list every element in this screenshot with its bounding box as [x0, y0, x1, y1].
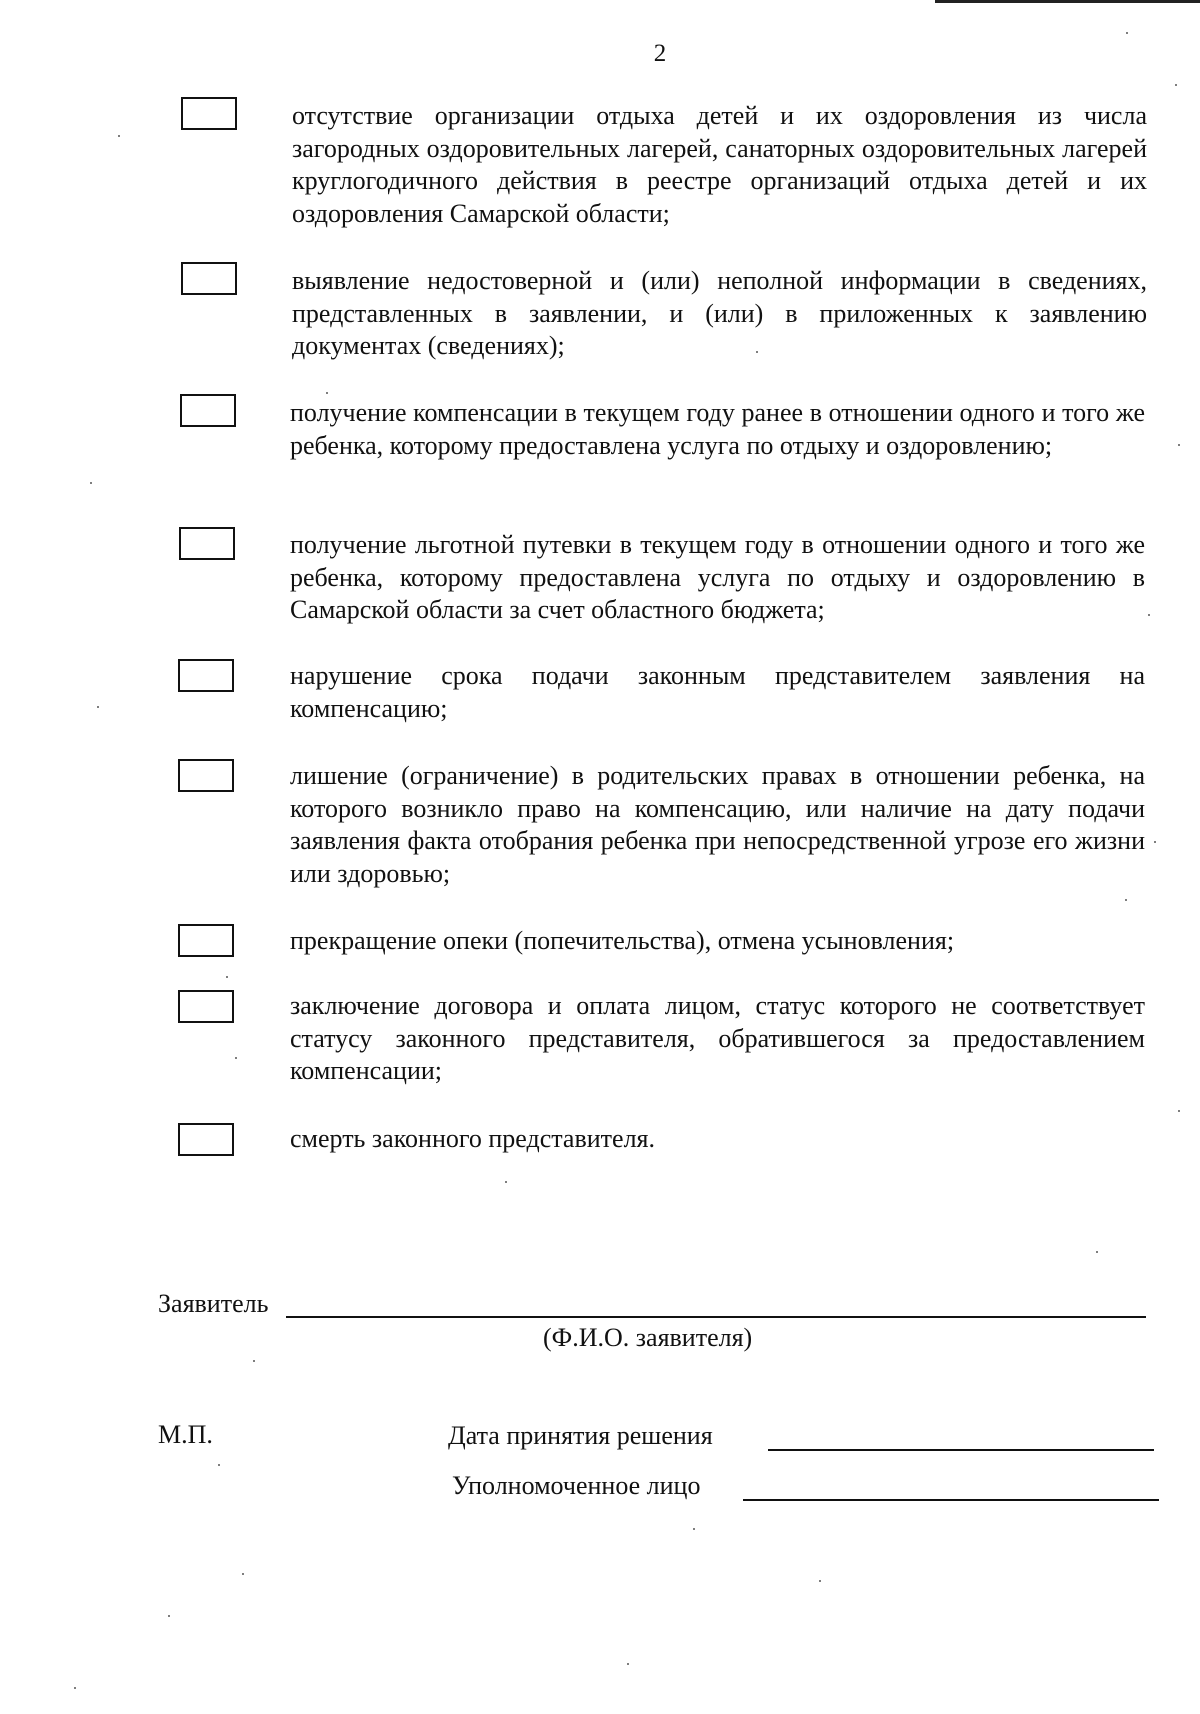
- authorized-person-line[interactable]: [743, 1499, 1159, 1501]
- checklist-item-6: лишение (ограничение) в родительских правах в отношении ребенка, на которого возникло право на компенсацию, или наличие на дату подачи заявления факта отобрания ребенка при непосредственной угрозе его жизни или здоровью;: [290, 761, 1145, 888]
- checklist-item-4: получение льготной путевки в текущем году в отношении одного и того же ребенка, которому предоставлена услуга по отдыху и оздоровлению в Самарской области за счет областного бюджета;: [290, 530, 1145, 624]
- checklist-item-3: получение компенсации в текущем году ранее в отношении одного и того же ребенка, которому предоставлена услуга по отдыху и оздоровлению;: [290, 398, 1145, 460]
- authorized-person-label: Уполномоченное лицо: [452, 1471, 701, 1500]
- checkbox-9[interactable]: [178, 1123, 234, 1156]
- scan-speck: [218, 1464, 220, 1466]
- checkbox-5[interactable]: [178, 659, 234, 692]
- checkbox-8[interactable]: [178, 990, 234, 1023]
- scan-speck: [90, 482, 92, 484]
- scan-speck: [1175, 84, 1177, 86]
- scan-speck: [1126, 32, 1128, 34]
- checkbox-1[interactable]: [181, 97, 237, 130]
- scan-speck: [235, 1057, 237, 1059]
- scan-speck: [505, 1181, 507, 1183]
- scan-speck: [1178, 1110, 1180, 1112]
- checkbox-6[interactable]: [178, 759, 234, 792]
- checklist-item-2: выявление недостоверной и (или) неполной информации в сведениях, представленных в заявлении, и (или) в приложенных к заявлению документах (сведениях);: [292, 266, 1147, 360]
- checklist-item-1: отсутствие организации отдыха детей и их оздоровления из числа загородных оздоровительных лагерей, санаторных оздоровительных лагерей круглогодичного действия в реестре организаций отдыха детей и их оздоровления Самарской области;: [292, 101, 1147, 228]
- stamp-label: М.П.: [158, 1420, 213, 1449]
- scan-speck: [1148, 614, 1150, 616]
- checklist-item-8: заключение договора и оплата лицом, статус которого не соответствует статусу законного представителя, обратившегося за предоставлением компенсации;: [290, 991, 1145, 1085]
- checklist-item-9: смерть законного представителя.: [290, 1124, 656, 1153]
- top-edge-rule: [935, 0, 1200, 3]
- scan-speck: [1096, 1251, 1098, 1253]
- scan-speck: [74, 1687, 76, 1689]
- page-number: 2: [653, 40, 667, 67]
- scan-speck: [819, 1580, 821, 1582]
- scan-speck: [1178, 444, 1180, 446]
- scan-speck: [693, 1528, 695, 1530]
- checkbox-4[interactable]: [179, 527, 235, 560]
- scan-speck: [118, 135, 120, 137]
- checkbox-3[interactable]: [180, 394, 236, 427]
- scan-speck: [226, 976, 228, 978]
- scan-speck: [1154, 841, 1156, 843]
- applicant-caption: (Ф.И.О. заявителя): [543, 1323, 753, 1352]
- scan-speck: [253, 1360, 255, 1362]
- decision-date-line[interactable]: [768, 1449, 1154, 1451]
- checklist-item-7: прекращение опеки (попечительства), отмена усыновления;: [290, 926, 955, 955]
- scan-speck: [627, 1663, 629, 1665]
- scan-speck: [168, 1615, 170, 1617]
- scan-speck: [1125, 899, 1127, 901]
- checkbox-2[interactable]: [181, 262, 237, 295]
- scan-speck: [242, 1573, 244, 1575]
- applicant-label: Заявитель: [158, 1289, 269, 1318]
- scan-speck: [326, 392, 328, 394]
- checkbox-7[interactable]: [178, 924, 234, 957]
- scan-speck: [97, 706, 99, 708]
- scan-speck: [756, 351, 758, 353]
- decision-date-label: Дата принятия решения: [448, 1421, 713, 1450]
- checklist-item-5: нарушение срока подачи законным представителем заявления на компенсацию;: [290, 661, 1145, 723]
- applicant-signature-line[interactable]: [286, 1316, 1146, 1318]
